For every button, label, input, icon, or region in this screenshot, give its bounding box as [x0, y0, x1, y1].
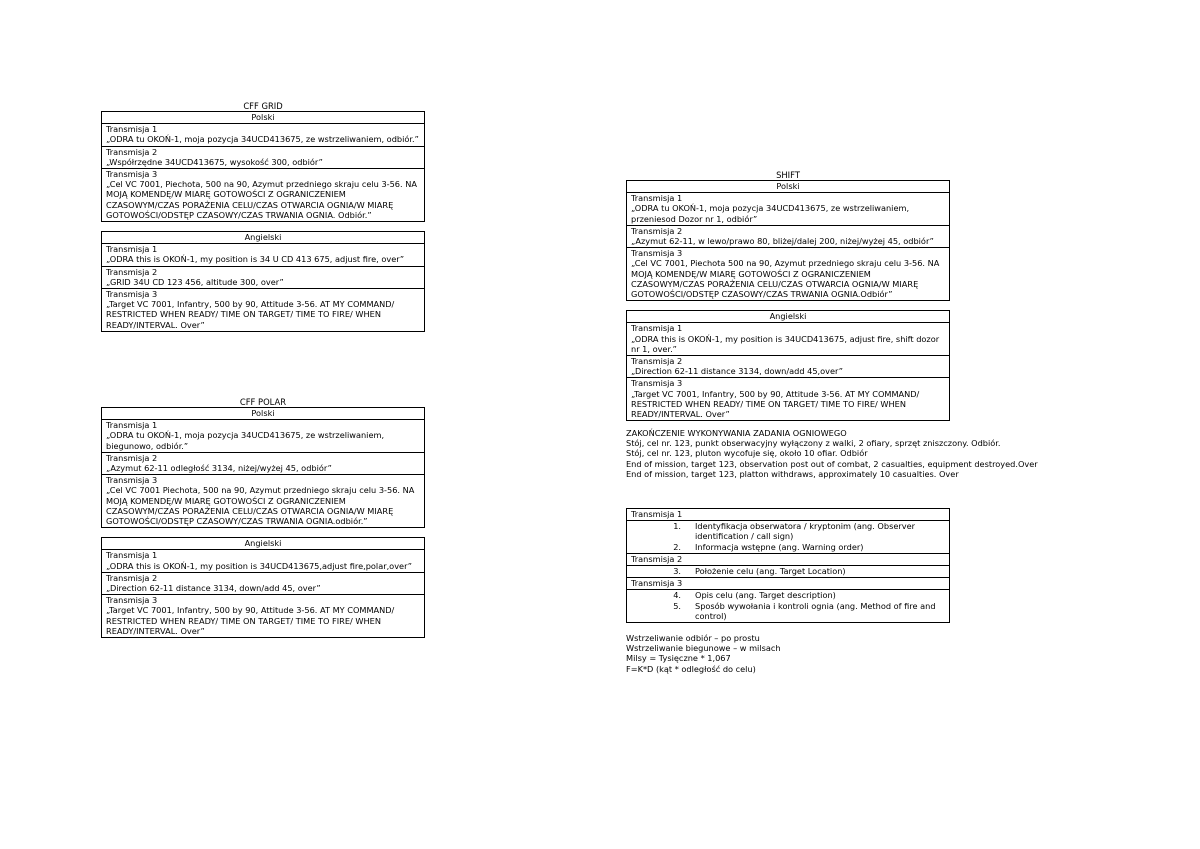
list-item [631, 590, 945, 600]
row-label: Transmisja 2 [631, 225, 683, 236]
table-header: Angielski [102, 232, 425, 244]
item-text: Położenie celu (ang. Target Location) [695, 566, 846, 577]
text-line: Wstrzeliwanie odbiór – po prostu [626, 633, 760, 643]
row-text: „Azymut 62-11 odległość 3134, niżej/wyżej 45, odbiór” [106, 463, 332, 474]
shift-polish-table [626, 180, 950, 301]
shift-title: SHIFT [776, 170, 800, 180]
item-text: Informacja wstępne (ang. Warning order) [695, 541, 864, 552]
row-label: Transmisja 1 [106, 550, 158, 561]
transmission-structure-table [626, 508, 950, 623]
row-text: „ODRA this is OKOŃ-1, my position is 34 U CD 413 675, adjust fire, over” [106, 254, 405, 265]
list-item [631, 601, 945, 621]
end-of-mission-text [626, 428, 1096, 479]
row-text: „ODRA tu OKOŃ-1, moja pozycja 34UCD413675, ze wstrzeliwaniem, przeniesod Dozor nr 1, odbiór” [631, 203, 910, 224]
table-row [102, 595, 425, 638]
row-text: „Azymut 62-11, w lewo/prawo 80, bliżej/dalej 200, niżej/wyżej 45, odbiór” [631, 236, 934, 247]
table-row [102, 146, 425, 168]
table-row [627, 378, 950, 421]
row-label: Transmisja 3 [631, 248, 683, 259]
item-number: 4. [673, 590, 681, 601]
row-label: Transmisja 1 [106, 244, 158, 255]
row-label: Transmisja 1 [106, 420, 158, 431]
group-items [627, 566, 950, 578]
cff-grid-polish-table [101, 111, 425, 222]
row-text: „ODRA tu OKOŃ-1, moja pozycja 34UCD413675, ze wstrzeliwaniem, odbiór.” [106, 134, 419, 145]
row-label: Transmisja 1 [631, 193, 683, 204]
group-label: Transmisja 2 [627, 553, 950, 565]
list-item [631, 566, 945, 576]
table-row [627, 193, 950, 226]
text-line: Stój, cel nr. 123, pluton wycofuje się, około 10 ofiar. Odbiór [626, 448, 868, 459]
table-row [102, 244, 425, 266]
cff-polar-english-table [101, 537, 425, 638]
row-text: „Direction 62-11 distance 3134, down/add 45, over” [106, 583, 321, 594]
table-row [102, 169, 425, 222]
end-of-mission-heading: ZAKOŃCZENIE WYKONYWANIA ZADANIA OGNIOWEGO [626, 428, 847, 438]
table-row [102, 550, 425, 572]
text-line: Milsy = Tysięczne * 1,067 [626, 653, 731, 664]
table-header: Polski [627, 181, 950, 193]
row-label: Transmisja 3 [106, 289, 158, 300]
shift-english-table [626, 310, 950, 421]
row-label: Transmisja 3 [106, 595, 158, 606]
cff-polar-polish-table [101, 407, 425, 528]
text-line: End of mission, target 123, observation post out of combat, 2 casualties, equipment destroyed.Over [626, 458, 1038, 469]
row-text: „ODRA this is OKOŃ-1, my position is 34UCD413675, adjust fire, shift dozor nr 1, over.” [631, 333, 940, 354]
cff-grid-title: CFF GRID [243, 101, 283, 111]
table-row [102, 124, 425, 146]
table-row [102, 420, 425, 453]
table-row [627, 323, 950, 356]
row-label: Transmisja 3 [631, 378, 683, 389]
table-header: Polski [102, 112, 425, 124]
row-text: „GRID 34U CD 123 456, altitude 300, over” [106, 276, 284, 287]
table-row [102, 572, 425, 594]
row-label: Transmisja 1 [106, 124, 158, 135]
item-number: 5. [673, 600, 681, 611]
notes-text [626, 633, 926, 674]
list-item [631, 542, 945, 552]
row-text: „Współrzędne 34UCD413675, wysokość 300, odbiór” [106, 156, 323, 167]
text-line: End of mission, target 123, platton withdraws, approximately 10 casualties. Over [626, 468, 959, 479]
row-text: „Target VC 7001, Infantry, 500 by 90, Attitude 3-56. AT MY COMMAND/ RESTRICTED WHEN READY/ TIME ON TARGET/ TIME TO FIRE/ WHEN READY/INTERVAL. Over” [106, 605, 395, 636]
row-text: „ODRA tu OKOŃ-1, moja pozycja 34UCD413675, ze wstrzeliwaniem, biegunowo, odbiór.” [106, 430, 385, 451]
row-label: Transmisja 2 [106, 266, 158, 277]
table-header: Polski [102, 408, 425, 420]
text-line: Stój, cel nr. 123, punkt obserwacyjny wyłączony z walki, 2 ofiary, sprzęt zniszczony. Odbiór. [626, 438, 1001, 449]
table-row [627, 248, 950, 301]
row-text: „Cel VC 7001, Piechota 500 na 90, Azymut przedniego skraju celu 3-56. NA MOJĄ KOMENDĘ/W MIARĘ GOTOWOŚCI Z OGRANICZENIEM CZASOWYM/CZAS PORAŻENIA CELU/CZAS OTWARCIA OGNIA/W MIARĘ GOTOWOŚCI/ODSTĘP CZASOWY/CZAS TRWANIA OGNIA.Odbiór” [631, 258, 940, 300]
cff-polar-title: CFF POLAR [239, 397, 287, 407]
item-text: Opis celu (ang. Target description) [695, 590, 836, 601]
row-label: Transmisja 2 [106, 146, 158, 157]
table-header: Angielski [102, 538, 425, 550]
row-label: Transmisja 3 [106, 169, 158, 180]
table-row [627, 356, 950, 378]
row-label: Transmisja 2 [106, 572, 158, 583]
table-row [102, 452, 425, 474]
row-text: „Cel VC 7001 Piechota, 500 na 90, Azymut przedniego skraju celu 3-56. NA MOJĄ KOMENDĘ/W MIARĘ GOTOWOŚCI Z OGRANICZENIEM CZASOWYM/CZAS PORAŻENIA CELU/CZAS OTWARCIA OGNIA/W MIARĘ GOTOWOŚCI/ODSTĘP CZASOWY/CZAS TRWANIA OGNIA.odbiór.” [106, 485, 415, 527]
table-row [102, 266, 425, 288]
item-number: 1. [673, 521, 681, 532]
shift-section [626, 170, 950, 421]
table-row [102, 289, 425, 332]
text-line: F=K*D (kąt * odległość do celu) [626, 663, 756, 674]
row-text: „Target VC 7001, Infantry, 500 by 90, Attitude 3-56. AT MY COMMAND/ RESTRICTED WHEN READY/ TIME ON TARGET/ TIME TO FIRE/ WHEN READY/INTERVAL. Over” [631, 388, 920, 420]
item-text: Identyfikacja obserwatora / kryptonim (ang. Observer identification / call sign) [695, 521, 915, 542]
row-label: Transmisja 1 [631, 323, 683, 334]
group-items [627, 521, 950, 554]
transmission-structure-section [626, 508, 950, 623]
group-label: Transmisja 3 [627, 578, 950, 590]
row-text: „Direction 62-11 distance 3134, down/add 45,over” [631, 366, 843, 377]
row-text: „Cel VC 7001, Piechota, 500 na 90, Azymut przedniego skraju celu 3-56. NA MOJĄ KOMENDĘ/W MIARĘ GOTOWOŚCI Z OGRANICZENIEM CZASOWYM/CZAS PORAŻENIA CELU/CZAS OTWARCIA OGNIA/W MIARĘ GOTOWOŚCI/ODSTĘP CZASOWY/CZAS TRWANIA OGNIA. Odbiór.” [106, 179, 417, 220]
row-text: „ODRA this is OKOŃ-1, my position is 34UCD413675,adjust fire,polar,over” [106, 560, 413, 571]
group-items [627, 590, 950, 623]
row-label: Transmisja 2 [106, 452, 158, 463]
table-row [627, 225, 950, 247]
list-item [631, 521, 945, 541]
row-text: „Target VC 7001, Infantry, 500 by 90, Attitude 3-56. AT MY COMMAND/ RESTRICTED WHEN READY/ TIME ON TARGET/ TIME TO FIRE/ WHEN READY/INTERVAL. Over” [106, 299, 395, 330]
cff-polar-section [101, 397, 425, 638]
item-text: Sposób wywołania i kontroli ognia (ang. Method of fire and control) [695, 600, 936, 621]
table-header: Angielski [627, 311, 950, 323]
cff-grid-english-table [101, 231, 425, 332]
item-number: 2. [673, 541, 681, 552]
item-number: 3. [673, 566, 681, 577]
group-label: Transmisja 1 [627, 509, 950, 521]
table-row [102, 475, 425, 528]
text-line: Wstrzeliwanie biegunowe – w milsach [626, 643, 781, 654]
row-label: Transmisja 2 [631, 356, 683, 367]
row-label: Transmisja 3 [106, 475, 158, 486]
cff-grid-section [101, 101, 425, 332]
